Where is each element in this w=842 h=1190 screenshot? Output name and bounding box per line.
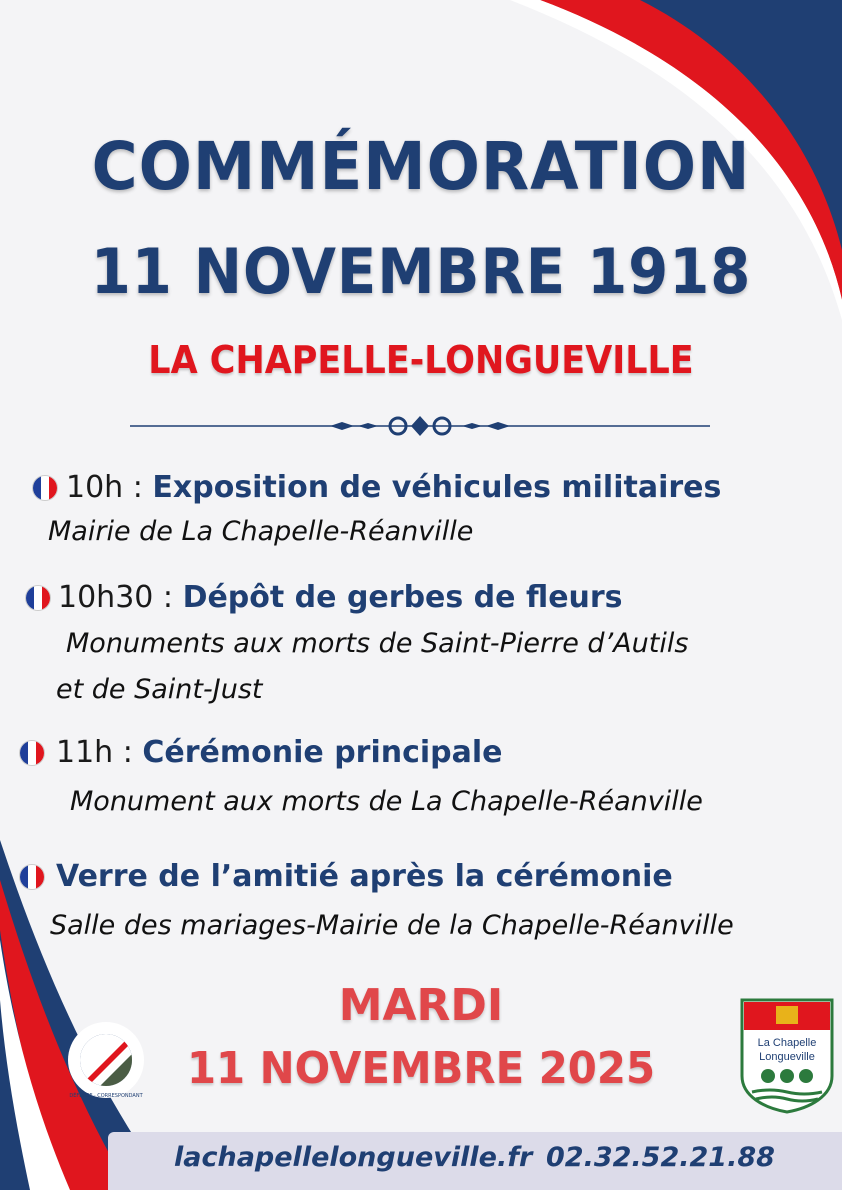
crest-line1: La Chapelle xyxy=(757,1037,817,1049)
program-activity: Verre de l’amitié après la cérémonie xyxy=(56,859,673,894)
program-item-4 xyxy=(56,859,673,894)
footer-website-link[interactable]: lachapellelongueville.fr xyxy=(174,1142,533,1173)
town-crest-logo xyxy=(740,998,834,1114)
event-date: 11 NOVEMBRE 2025 xyxy=(186,1043,656,1094)
program-item-3 xyxy=(56,735,503,770)
program-place: Mairie de La Chapelle-Réanville xyxy=(48,516,474,547)
program-time: 11h : xyxy=(56,735,133,770)
program-activity: Exposition de véhicules militaires xyxy=(152,470,722,505)
program-place: Salle des mariages-Mairie de la Chapelle-Réanville xyxy=(50,910,734,941)
footer-bar xyxy=(108,1132,842,1190)
program-place: Monuments aux morts de Saint-Pierre d’Autils xyxy=(66,628,689,659)
crest-line2: Longueville xyxy=(759,1051,815,1063)
title-commemoration: COMMÉMORATION xyxy=(91,128,751,205)
badge-text: DÉFENSE · CORRESPONDANT xyxy=(69,1093,143,1099)
footer-phone[interactable]: 02.32.52.21.88 xyxy=(546,1142,775,1173)
program-time: 10h30 : xyxy=(58,580,174,615)
ornament-divider xyxy=(130,410,710,440)
title-date-1918: 11 NOVEMBRE 1918 xyxy=(90,235,752,308)
program-item-1 xyxy=(66,470,721,505)
french-flag-icon xyxy=(20,865,44,889)
location-title: LA CHAPELLE-LONGUEVILLE xyxy=(148,338,694,382)
program-time: 10h : xyxy=(66,470,143,505)
french-flag-icon xyxy=(33,476,57,500)
program-place: Monument aux morts de La Chapelle-Réanville xyxy=(70,786,703,817)
program-activity: Dépôt de gerbes de fleurs xyxy=(182,580,623,615)
french-flag-icon xyxy=(20,741,44,765)
program-activity: Cérémonie principale xyxy=(142,735,503,770)
event-day: MARDI xyxy=(338,980,504,1031)
program-item-2 xyxy=(58,580,623,615)
french-flag-icon xyxy=(26,586,50,610)
program-place-line2: et de Saint-Just xyxy=(56,674,263,705)
defense-correspondent-badge xyxy=(66,1020,146,1100)
